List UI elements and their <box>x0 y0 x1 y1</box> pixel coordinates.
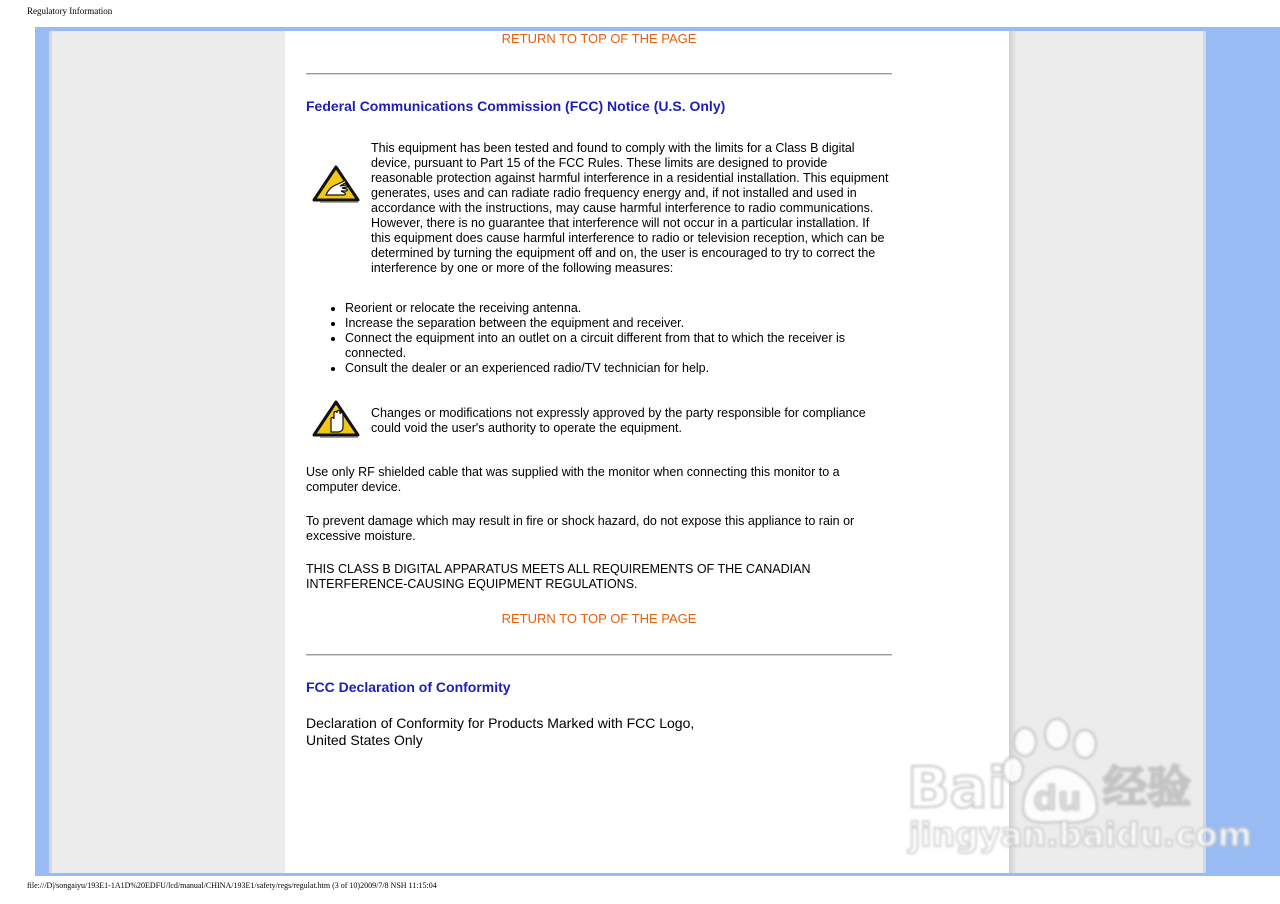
canadian-compliance-text: THIS CLASS B DIGITAL APPARATUS MEETS ALL REQUIREMENTS OF THE CANADIAN INTERFERENCE-CAUSING EQUIPMENT REGULATIONS. <box>306 562 811 591</box>
baidu-watermark-logo <box>905 712 1253 857</box>
fcc-notice-heading: Federal Communications Commission (FCC) Notice (U.S. Only) <box>306 98 726 114</box>
list-item: • Reorient or relocate the receiving antenna. <box>345 301 892 316</box>
fcc-declaration-heading: FCC Declaration of Conformity <box>306 679 511 695</box>
section-divider <box>306 654 892 656</box>
watermark-url: jingyan.baidu.com <box>909 815 1253 854</box>
list-item: • Increase the separation between the equipment and receiver. <box>345 316 892 331</box>
return-to-top-link[interactable]: RETURN TO TOP OF THE PAGE <box>501 611 697 626</box>
watermark-cn: 经验 <box>1103 762 1191 813</box>
watermark-brand: Bai <box>907 756 1007 821</box>
document-content <box>285 31 1009 873</box>
section-divider <box>306 73 892 75</box>
warning-hand-icon <box>311 164 361 204</box>
declaration-line-1: Declaration of Conformity for Products Marked with FCC Logo, <box>306 715 695 731</box>
watermark-du: du <box>1033 779 1082 819</box>
rf-cable-text: Use only RF shielded cable that was supplied with the monitor when connecting this monitor to a computer device. <box>306 465 840 494</box>
changes-warning-text: Changes or modifications not expressly approved by the party responsible for compliance could void the user's authority to operate the equipment. <box>371 406 866 435</box>
damage-warning-text: To prevent damage which may result in fire or shock hazard, do not expose this appliance to rain or excessive moisture. <box>306 514 855 543</box>
list-item: • Consult the dealer or an experienced radio/TV technician for help. <box>345 361 892 376</box>
fcc-intro-text: This equipment has been tested and found to comply with the limits for a Class B digital device, pursuant to Part 15 of the FCC Rules. These limits are designed to provide reasonable protection against harmful interference in a residential installation. This equipment generates, uses and can radiate radio frequency energy and, if not installed and used in accordance with the instructions, may cause harmful interference to radio communications. However, there is no guarantee that interference will not occur in a particular installation. If this equipment does cause harmful interference to radio or television reception, which can be determined by turning the equipment off and on, the user is encouraged to try to correct the interference by one or more of the following measures: <box>371 141 889 275</box>
return-to-top-link[interactable]: RETURN TO TOP OF THE PAGE <box>501 31 697 46</box>
print-footer: file:///D|/songaiyu/193E1-1A1D%20EDFU/lcd/manual/CHINA/193E1/safety/regs/regulat.htm (3 of 10)2009/7/8 NSH 11:15:04 <box>27 881 437 890</box>
list-item: • Connect the equipment into an outlet on a circuit different from that to which the receiver is connected. <box>345 331 892 361</box>
declaration-line-2: United States Only <box>306 732 423 748</box>
interference-measures-list <box>306 301 892 376</box>
left-pane-edge <box>49 31 52 873</box>
print-header: Regulatory Information <box>27 6 113 16</box>
warning-hand-icon <box>311 399 361 439</box>
